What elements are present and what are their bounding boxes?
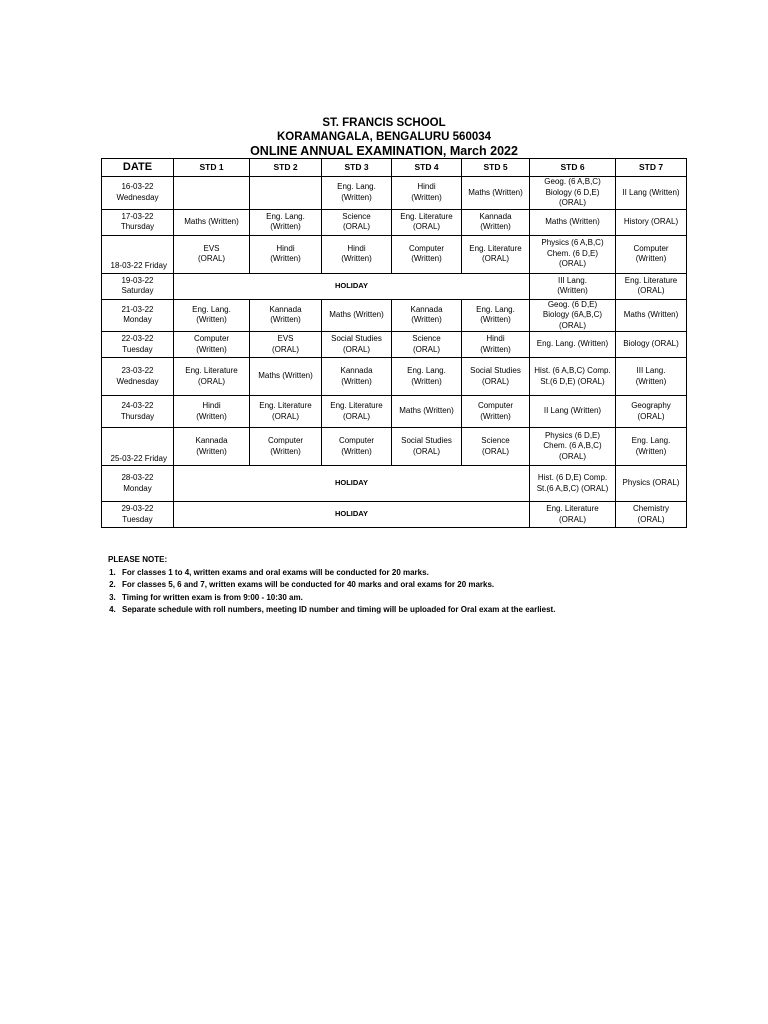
cell-text-line: Physics (ORAL) bbox=[622, 478, 680, 488]
cell-text-line: (ORAL) bbox=[197, 376, 226, 386]
cell-text-line: Maths (Written) bbox=[329, 310, 384, 319]
subject-cell bbox=[392, 332, 462, 358]
note-item: 2. For classes 5, 6 and 7, written exams will be conducted for 40 marks and oral exams for 20 marks. bbox=[118, 579, 704, 592]
subject-cell bbox=[392, 396, 462, 428]
cell-text-line: Kannada bbox=[340, 366, 373, 375]
cell-text-line: Kannada bbox=[269, 304, 302, 314]
cell-text-line: (Written) bbox=[480, 411, 511, 421]
column-header: STD 4 bbox=[392, 159, 462, 177]
cell-text-line: Social Studies bbox=[470, 366, 521, 375]
cell-text-line: Thursday bbox=[120, 222, 155, 231]
subject-cell bbox=[462, 396, 530, 428]
cell-text-line: Eng. Literature bbox=[259, 401, 312, 410]
subject-cell bbox=[174, 428, 250, 466]
subject-cell bbox=[530, 235, 616, 273]
cell-text-line: (Written) bbox=[270, 254, 301, 263]
subject-cell bbox=[616, 177, 687, 210]
cell-text-line: 19-03-22 bbox=[121, 275, 154, 285]
cell-text-line: (Written) bbox=[411, 315, 442, 325]
subject-cell bbox=[616, 428, 687, 466]
cell-text-line: 16-03-22 bbox=[121, 182, 154, 192]
cell-text-line: Hist. (6 D,E) Comp. bbox=[537, 473, 608, 482]
subject-cell bbox=[616, 332, 687, 358]
cell-text-line: Maths (Written) bbox=[184, 216, 239, 226]
cell-text-line: Hindi bbox=[417, 182, 436, 192]
subject-cell bbox=[392, 299, 462, 332]
cell-text-line: Saturday bbox=[121, 286, 154, 295]
date-cell bbox=[102, 466, 174, 502]
cell-text-line: (Written) bbox=[341, 376, 372, 386]
cell-text-line: (Written) bbox=[341, 254, 372, 263]
subject-cell bbox=[174, 235, 250, 273]
note-item: 1. For classes 1 to 4, written exams and oral exams will be conducted for 20 marks. bbox=[118, 567, 704, 580]
cell-text-line: Maths (Written) bbox=[468, 187, 523, 197]
subject-cell bbox=[250, 428, 322, 466]
cell-text-line: Eng. Lang. bbox=[631, 436, 671, 445]
cell-text-line: 23-03-22 bbox=[121, 366, 154, 375]
subject-cell bbox=[616, 396, 687, 428]
cell-text-line: Computer bbox=[408, 243, 445, 253]
cell-text-line: Wednesday bbox=[116, 376, 159, 386]
cell-text-line: 29-03-22 bbox=[121, 504, 154, 513]
cell-text-line: 18-03-22 Friday bbox=[110, 261, 167, 270]
column-header: DATE bbox=[102, 159, 174, 177]
cell-text-line: Computer bbox=[633, 243, 669, 253]
exam-timetable bbox=[101, 158, 687, 528]
cell-text-line: (Written) bbox=[270, 446, 301, 456]
subject-cell bbox=[462, 209, 530, 235]
cell-text-line: Computer bbox=[193, 334, 230, 343]
subject-cell bbox=[462, 358, 530, 396]
cell-text-line: Hindi bbox=[486, 334, 505, 343]
cell-text-line: (Written) bbox=[270, 222, 301, 231]
subject-cell bbox=[250, 209, 322, 235]
subject-cell bbox=[322, 235, 392, 273]
cell-text-line: History (ORAL) bbox=[623, 216, 679, 226]
cell-text-line: (ORAL) bbox=[412, 344, 441, 354]
cell-text-line: Physics (6 D,E) bbox=[544, 430, 601, 440]
subject-cell bbox=[616, 299, 687, 332]
subject-cell bbox=[530, 299, 616, 332]
table-row bbox=[102, 358, 687, 396]
cell-text-line: (ORAL) bbox=[271, 411, 300, 421]
cell-text-line: Biology (6 D,E) bbox=[545, 187, 600, 197]
table-row bbox=[102, 235, 687, 273]
cell-text-line: Maths (Written) bbox=[545, 216, 600, 226]
cell-text-line: (ORAL) bbox=[271, 344, 300, 354]
cell-text-line: Kannada bbox=[479, 211, 512, 221]
subject-cell bbox=[462, 299, 530, 332]
subject-cell bbox=[462, 332, 530, 358]
subject-cell bbox=[250, 177, 322, 210]
column-header: STD 6 bbox=[530, 159, 616, 177]
cell-text-line: Physics (6 A,B,C) bbox=[541, 238, 604, 248]
subject-cell bbox=[174, 299, 250, 332]
table-row bbox=[102, 332, 687, 358]
subject-cell bbox=[322, 428, 392, 466]
cell-text-line: Maths (Written) bbox=[623, 310, 679, 319]
subject-cell bbox=[174, 177, 250, 210]
cell-text-line: Tuesday bbox=[122, 514, 153, 524]
cell-text-line: 22-03-22 bbox=[121, 334, 154, 343]
date-cell bbox=[102, 332, 174, 358]
subject-cell bbox=[616, 235, 687, 273]
subject-cell bbox=[616, 466, 687, 502]
cell-text-line: (Written) bbox=[196, 315, 227, 325]
subject-cell bbox=[462, 428, 530, 466]
table-row bbox=[102, 428, 687, 466]
notes-list bbox=[104, 567, 704, 617]
cell-text-line: (Written) bbox=[635, 376, 667, 386]
table-row bbox=[102, 177, 687, 210]
subject-cell bbox=[530, 502, 616, 528]
cell-text-line: Computer bbox=[267, 436, 304, 445]
subject-cell bbox=[174, 332, 250, 358]
cell-text-line: 28-03-22 bbox=[121, 473, 154, 482]
cell-text-line: St.(6 D,E) (ORAL) bbox=[540, 376, 605, 386]
subject-cell bbox=[322, 299, 392, 332]
subject-cell bbox=[530, 332, 616, 358]
subject-cell bbox=[616, 358, 687, 396]
document-header bbox=[0, 116, 768, 158]
subject-cell bbox=[174, 396, 250, 428]
column-header: STD 1 bbox=[174, 159, 250, 177]
subject-cell bbox=[250, 332, 322, 358]
cell-text-line: (ORAL) bbox=[558, 514, 587, 524]
cell-text-line: (ORAL) bbox=[481, 254, 510, 263]
school-address: KORAMANGALA, BENGALURU 560034 bbox=[276, 131, 492, 143]
cell-text-line: (Written) bbox=[411, 376, 442, 386]
subject-cell bbox=[250, 358, 322, 396]
cell-text-line: (ORAL) bbox=[481, 446, 510, 456]
cell-text-line: EVS bbox=[277, 334, 294, 343]
cell-text-line: Monday bbox=[123, 315, 152, 325]
note-item: 4. Separate schedule with roll numbers, meeting ID number and timing will be uploaded for Oral exam at the earliest. bbox=[118, 604, 704, 617]
cell-text-line: (Written) bbox=[480, 344, 511, 354]
cell-text-line: III Lang. bbox=[558, 275, 587, 285]
subject-cell bbox=[322, 358, 392, 396]
timetable-body bbox=[102, 177, 687, 528]
subject-cell bbox=[616, 209, 687, 235]
cell-text-line: (Written) bbox=[635, 446, 667, 456]
subject-cell bbox=[174, 209, 250, 235]
cell-text-line: III Lang. bbox=[636, 366, 666, 375]
cell-text-line: Hist. (6 A,B,C) Comp. bbox=[534, 366, 611, 375]
cell-text-line: Eng. Literature bbox=[546, 504, 599, 513]
cell-text-line: Chemistry bbox=[632, 504, 669, 513]
cell-text-line: Eng. Lang. (Written) bbox=[536, 339, 609, 349]
cell-text-line: II Lang (Written) bbox=[622, 187, 680, 197]
subject-cell bbox=[322, 332, 392, 358]
cell-text-line: Hindi bbox=[347, 243, 366, 253]
cell-text-line: (Written) bbox=[480, 222, 511, 231]
cell-text-line: Social Studies bbox=[401, 436, 452, 445]
subject-cell bbox=[392, 358, 462, 396]
column-header: STD 5 bbox=[462, 159, 530, 177]
subject-cell bbox=[462, 235, 530, 273]
cell-text-line: (ORAL) bbox=[342, 222, 371, 231]
subject-cell bbox=[530, 177, 616, 210]
date-cell bbox=[102, 428, 174, 466]
cell-text-line: (ORAL) bbox=[412, 446, 441, 456]
table-row bbox=[102, 396, 687, 428]
cell-text-line: Eng. Literature bbox=[185, 366, 238, 375]
date-cell bbox=[102, 235, 174, 273]
cell-text-line: 24-03-22 bbox=[121, 401, 154, 410]
date-cell bbox=[102, 396, 174, 428]
table-row bbox=[102, 299, 687, 332]
cell-text-line: Biology (ORAL) bbox=[623, 339, 679, 349]
cell-text-line: Chem. (6 D,E) bbox=[546, 248, 599, 258]
table-row bbox=[102, 502, 687, 528]
subject-cell bbox=[462, 177, 530, 210]
cell-text-line: (Written) bbox=[635, 254, 667, 263]
note-item: 3. Timing for written exam is from 9:00 - 10:30 am. bbox=[118, 592, 704, 605]
cell-text-line: (ORAL) bbox=[637, 514, 665, 524]
cell-text-line: (Written) bbox=[341, 192, 372, 202]
subject-cell bbox=[322, 177, 392, 210]
cell-text-line: Eng. Lang. bbox=[337, 182, 376, 192]
cell-text-line: Eng. Literature bbox=[624, 275, 678, 285]
cell-text-line: Hindi bbox=[276, 243, 295, 253]
cell-text-line: Maths (Written) bbox=[399, 406, 454, 416]
cell-text-line: (ORAL) bbox=[558, 259, 587, 269]
cell-text-line: Eng. Literature bbox=[330, 401, 383, 410]
cell-text-line: 21-03-22 bbox=[121, 304, 154, 314]
cell-text-line: Eng. Lang. bbox=[407, 366, 446, 375]
date-cell bbox=[102, 273, 174, 299]
cell-text-line: (ORAL) bbox=[558, 320, 587, 330]
cell-text-line: (Written) bbox=[196, 411, 227, 421]
cell-text-line: (ORAL) bbox=[481, 376, 510, 386]
subject-cell bbox=[322, 396, 392, 428]
subject-cell bbox=[392, 209, 462, 235]
subject-cell bbox=[616, 273, 687, 299]
cell-text-line: (ORAL) bbox=[558, 198, 587, 207]
subject-cell bbox=[250, 396, 322, 428]
subject-cell bbox=[392, 235, 462, 273]
cell-text-line: (Written) bbox=[411, 254, 442, 263]
cell-text-line: Science bbox=[342, 211, 371, 221]
notes-section bbox=[104, 554, 704, 617]
date-cell bbox=[102, 502, 174, 528]
cell-text-line: Computer bbox=[477, 401, 514, 410]
cell-text-line: Geog. (6 A,B,C) bbox=[544, 177, 601, 186]
cell-text-line: (ORAL) bbox=[637, 411, 665, 421]
cell-text-line: (ORAL) bbox=[342, 411, 371, 421]
cell-text-line: (ORAL) bbox=[197, 254, 226, 263]
column-header: STD 2 bbox=[250, 159, 322, 177]
cell-text-line: Thursday bbox=[120, 411, 155, 421]
cell-text-line: (Written) bbox=[411, 192, 442, 202]
cell-text-line: (ORAL) bbox=[637, 286, 665, 295]
cell-text-line: (Written) bbox=[341, 446, 372, 456]
cell-text-line: Biology (6A,B,C) bbox=[542, 310, 603, 319]
school-name: ST. FRANCIS SCHOOL bbox=[322, 117, 446, 129]
table-row bbox=[102, 209, 687, 235]
cell-text-line: Eng. Literature bbox=[400, 211, 453, 221]
cell-text-line: Tuesday bbox=[122, 344, 153, 354]
cell-text-line: Eng. Literature bbox=[469, 243, 522, 253]
cell-text-line: Computer bbox=[338, 436, 375, 445]
date-cell bbox=[102, 209, 174, 235]
table-header-row bbox=[102, 159, 687, 177]
subject-cell bbox=[616, 502, 687, 528]
cell-text-line: (Written) bbox=[270, 315, 301, 325]
subject-cell bbox=[530, 396, 616, 428]
cell-text-line: Kannada bbox=[410, 304, 443, 314]
cell-text-line: Science bbox=[412, 334, 441, 343]
column-header: STD 7 bbox=[616, 159, 687, 177]
cell-text-line: (Written) bbox=[196, 344, 227, 354]
holiday-cell: HOLIDAY bbox=[174, 273, 530, 299]
subject-cell bbox=[530, 428, 616, 466]
cell-text-line: Chem. (6 A,B,C) bbox=[543, 441, 602, 451]
cell-text-line: (Written) bbox=[480, 315, 511, 325]
holiday-cell: HOLIDAY bbox=[174, 502, 530, 528]
subject-cell bbox=[250, 299, 322, 332]
cell-text-line: St.(6 A,B,C) (ORAL) bbox=[536, 483, 609, 493]
cell-text-line: EVS bbox=[203, 243, 220, 253]
subject-cell bbox=[392, 428, 462, 466]
exam-title: ONLINE ANNUAL EXAMINATION, March 2022 bbox=[250, 144, 518, 158]
cell-text-line: (ORAL) bbox=[558, 451, 587, 461]
cell-text-line: II Lang (Written) bbox=[543, 406, 602, 416]
table-row bbox=[102, 466, 687, 502]
cell-text-line: 25-03-22 Friday bbox=[110, 453, 167, 463]
cell-text-line: Monday bbox=[123, 483, 152, 493]
subject-cell bbox=[530, 358, 616, 396]
subject-cell bbox=[530, 466, 616, 502]
table-row bbox=[102, 273, 687, 299]
cell-text-line: 17-03-22 bbox=[121, 211, 154, 221]
cell-text-line: Eng. Lang. bbox=[476, 304, 515, 314]
subject-cell bbox=[392, 177, 462, 210]
cell-text-line: Eng. Lang. bbox=[266, 211, 305, 221]
date-cell bbox=[102, 299, 174, 332]
date-cell bbox=[102, 358, 174, 396]
cell-text-line: Kannada bbox=[195, 436, 228, 445]
subject-cell bbox=[322, 209, 392, 235]
cell-text-line: Maths (Written) bbox=[258, 371, 313, 381]
cell-text-line: (ORAL) bbox=[342, 344, 371, 354]
holiday-cell: HOLIDAY bbox=[174, 466, 530, 502]
cell-text-line: (ORAL) bbox=[412, 222, 441, 231]
cell-text-line: (Written) bbox=[557, 286, 588, 295]
cell-text-line: (Written) bbox=[196, 446, 227, 456]
date-cell bbox=[102, 177, 174, 210]
subject-cell bbox=[174, 358, 250, 396]
column-header: STD 3 bbox=[322, 159, 392, 177]
subject-cell bbox=[250, 235, 322, 273]
cell-text-line: Eng. Lang. bbox=[192, 304, 231, 314]
cell-text-line: Science bbox=[481, 436, 510, 445]
cell-text-line: Hindi bbox=[202, 401, 221, 410]
cell-text-line: Geog. (6 D,E) bbox=[547, 299, 598, 309]
notes-heading: PLEASE NOTE: bbox=[108, 555, 168, 564]
cell-text-line: Wednesday bbox=[116, 192, 159, 202]
subject-cell bbox=[530, 209, 616, 235]
cell-text-line: Social Studies bbox=[331, 334, 382, 343]
cell-text-line: Geography bbox=[631, 401, 671, 410]
subject-cell bbox=[530, 273, 616, 299]
